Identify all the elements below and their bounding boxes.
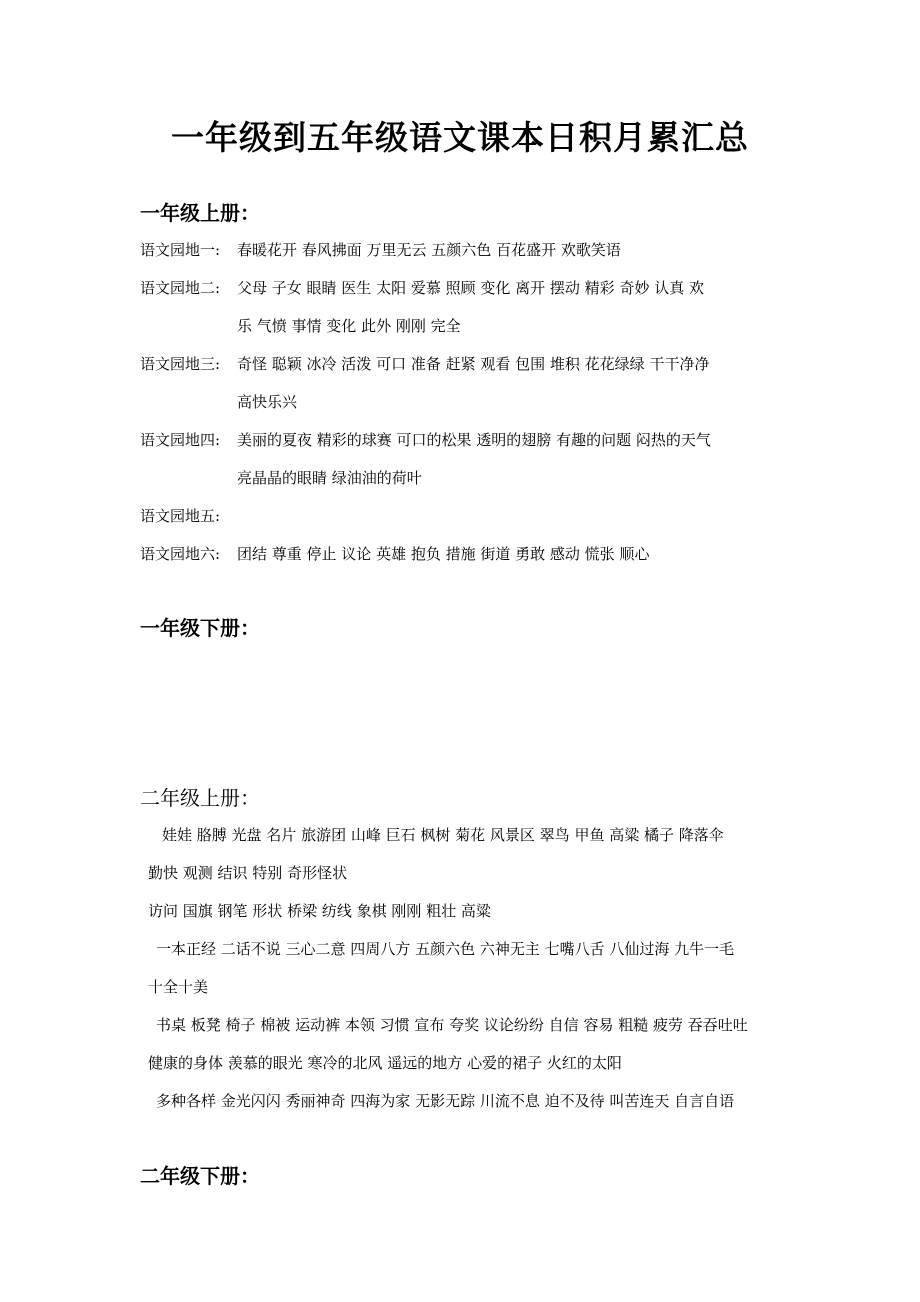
unit-label: 语文园地六: [140,545,221,563]
unit-words-line: 乐 气愤 事情 变化 此外 刚刚 完全 [237,317,461,335]
section-heading-grade2-up: 二年级上册： [140,786,260,810]
unit-words-line: 美丽的夏夜 精彩的球赛 可口的松果 透明的翅膀 有趣的问题 闷热的天气 [237,431,711,449]
vocab-line: 一本正经 二话不说 三心二意 四周八方 五颜六色 六神无主 七嘴八舌 八仙过海 九牛一毛 [156,940,735,958]
section-heading-grade1-down: 一年级下册： [140,616,260,640]
unit-label: 语文园地四: [140,431,221,449]
unit-words-line: 奇怪 聪颖 冰冷 活泼 可口 准备 赶紧 观看 包围 堆积 花花绿绿 干干净净 [237,355,710,373]
unit-label: 语文园地五: [140,507,221,525]
unit-label: 语文园地三: [140,355,221,373]
vocab-line: 勤快 观测 结识 特别 奇形怪状 [148,864,348,882]
section-heading-grade1-up: 一年级上册： [140,201,260,225]
unit-words-line: 高快乐兴 [237,393,298,411]
unit-words-line: 父母 子女 眼睛 医生 太阳 爱慕 照顾 变化 离开 摆动 精彩 奇妙 认真 欢 [237,279,704,297]
unit-words-line: 团结 尊重 停止 议论 英雄 抱负 措施 街道 勇敢 感动 慌张 顺心 [237,545,650,563]
vocab-line: 多种各样 金光闪闪 秀丽神奇 四海为家 无影无踪 川流不息 迫不及待 叫苦连天 自言自语 [156,1092,735,1110]
unit-label: 语文园地二: [140,279,221,297]
vocab-line: 十全十美 [148,978,209,996]
unit-words-line: 亮晶晶的眼睛 绿油油的荷叶 [237,469,422,487]
vocab-line: 访问 国旗 钢笔 形状 桥梁 纺线 象棋 刚刚 粗壮 高粱 [148,902,491,920]
unit-label: 语文园地一: [140,241,221,259]
section-heading-grade2-down: 二年级下册： [140,1164,260,1188]
vocab-line: 娃娃 胳膊 光盘 名片 旅游团 山峰 巨石 枫树 菊花 风景区 翠鸟 甲鱼 高粱 橘子 降落伞 [162,826,724,844]
vocab-line: 书桌 板凳 椅子 棉被 运动裤 本领 习惯 宣布 夸奖 议论纷纷 自信 容易 粗糙 疲劳 吞吞吐吐 [156,1016,748,1034]
page-title: 一年级到五年级语文课本日积月累汇总 [171,118,749,157]
vocab-line: 健康的身体 羡慕的眼光 寒冷的北风 遥远的地方 心爱的裙子 火红的太阳 [148,1054,622,1072]
unit-words-line: 春暖花开 春风拂面 万里无云 五颜六色 百花盛开 欢歌笑语 [237,241,621,259]
